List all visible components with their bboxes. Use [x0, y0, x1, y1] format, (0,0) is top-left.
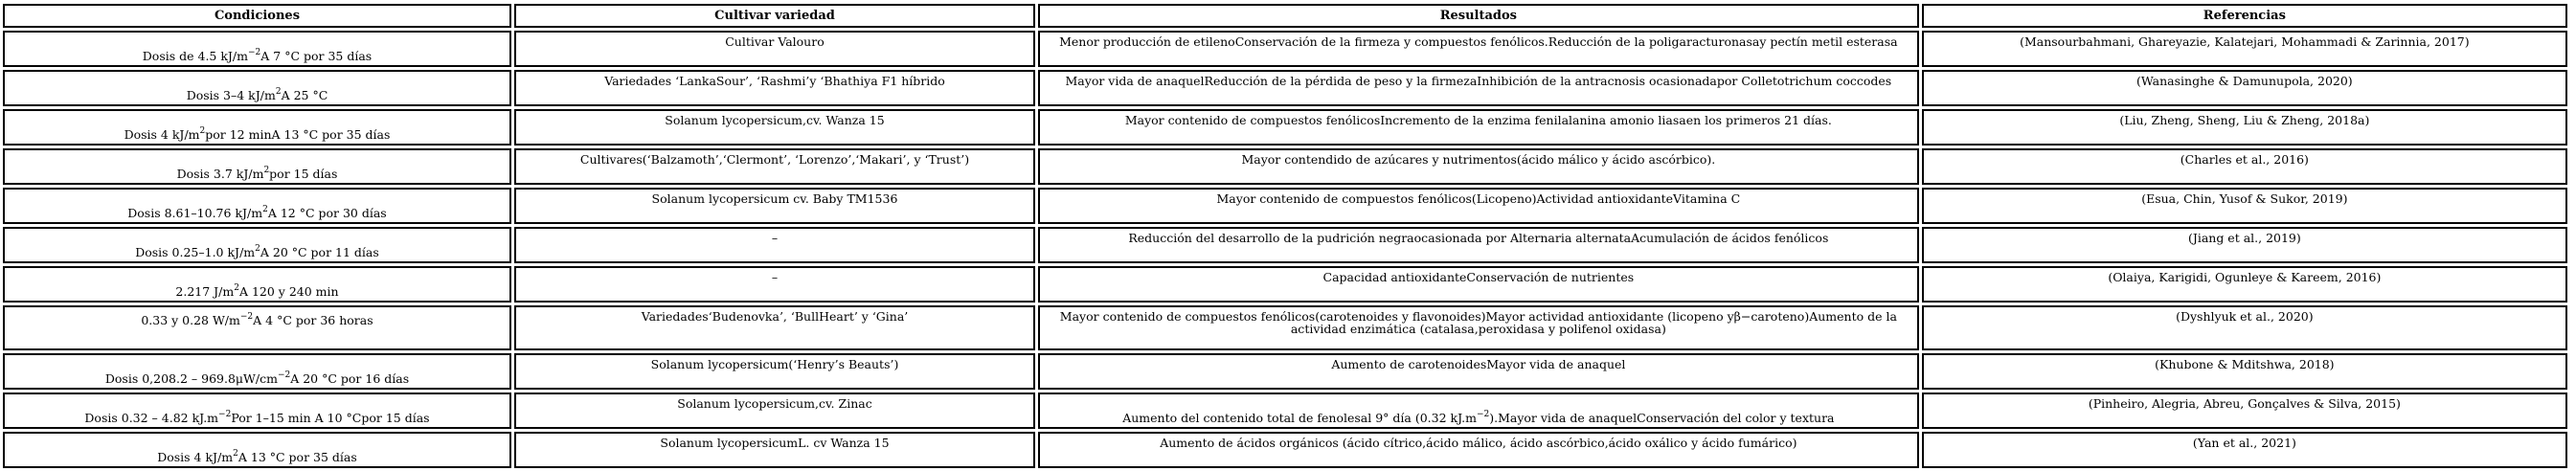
- cell-reference: (Dyshlyuk et al., 2020): [1922, 305, 2567, 350]
- uv-treatment-table: [0, 1, 2570, 471]
- table-row: [3, 109, 2567, 146]
- cell-cultivar: Solanum lycopersicum(‘Henry’s Beauts’): [514, 353, 1035, 390]
- table-row: [3, 305, 2567, 350]
- cell-cultivar: –: [514, 266, 1035, 303]
- table-row: [3, 432, 2567, 468]
- cell-reference: (Yan et al., 2021): [1922, 432, 2567, 468]
- cell-cultivar: Solanum lycopersicumL. cv Wanza 15: [514, 432, 1035, 468]
- cell-reference: (Esua, Chin, Yusof & Sukor, 2019): [1922, 188, 2567, 224]
- cell-results: Mayor contenido de compuestos fenólicos(Licopeno)Actividad antioxidanteVitamina C: [1038, 188, 1919, 224]
- table-row: [3, 148, 2567, 185]
- cell-reference: (Olaiya, Karigidi, Ogunleye & Kareem, 2016): [1922, 266, 2567, 303]
- cell-results: Reducción del desarrollo de la pudrición negraocasionada por Alternaria alternataAcumulación de ácidos fenólicos: [1038, 227, 1919, 263]
- cell-conditions: 2.217 $J/m^2A$ 120 y 240 min: [3, 266, 511, 303]
- cell-results: Aumento de ácidos orgánicos (ácido cítrico,ácido málico, ácido ascórbico,ácido oxálico y ácido fumárico): [1038, 432, 1919, 468]
- cell-reference: (Pinheiro, Alegria, Abreu, Gonçalves & Silva, 2015): [1922, 392, 2567, 429]
- cell-conditions: Dosis 8.61–10.76 $kJ/m^2A$ 12 °C por 30 días: [3, 188, 511, 224]
- table-row: [3, 392, 2567, 429]
- cell-conditions: Dosis 3–4 $kJ/m^2A$ 25 °C: [3, 70, 511, 106]
- table-row: [3, 70, 2567, 106]
- table-row: [3, 227, 2567, 263]
- cell-results: Menor producción de etilenoConservación de la firmeza y compuestos fenólicos.Reducción de la poligaracturonasay pectín metil esterasa: [1038, 31, 1919, 67]
- cell-conditions: Dosis 4 $kJ/m^2A$ 13 °C por 35 días: [3, 432, 511, 468]
- cell-cultivar: Solanum lycopersicum,cv. Zinac: [514, 392, 1035, 429]
- cell-cultivar: Solanum lycopersicum cv. Baby TM1536: [514, 188, 1035, 224]
- cell-conditions: 0.33 y 0.28 $W/m^{-2}A$ 4 °C por 36 horas: [3, 305, 511, 350]
- cell-cultivar: Variedades‘Budenovka’, ‘BullHeart’ y ‘Gina’: [514, 305, 1035, 350]
- cell-conditions: Dosis 0.25–1.0 $kJ/m^2A$ 20 °C por 11 días: [3, 227, 511, 263]
- cell-results: Mayor contendido de azúcares y nutrimentos(ácido málico y ácido ascórbico).: [1038, 148, 1919, 185]
- cell-cultivar: Solanum lycopersicum,cv. Wanza 15: [514, 109, 1035, 146]
- cell-results: Aumento del contenido total de fenolesal 9° día (0.32 $kJ.m^{-2}).Mayor$ vida de anaquelConservación del color y textura: [1038, 392, 1919, 429]
- table-row: [3, 31, 2567, 67]
- cell-cultivar: –: [514, 227, 1035, 263]
- table-row: [3, 353, 2567, 390]
- cell-reference: (Wanasinghe & Damunupola, 2020): [1922, 70, 2567, 106]
- header-results: Resultados: [1038, 4, 1919, 28]
- cell-reference: (Charles et al., 2016): [1922, 148, 2567, 185]
- cell-reference: (Jiang et al., 2019): [1922, 227, 2567, 263]
- cell-results: Capacidad antioxidanteConservación de nutrientes: [1038, 266, 1919, 303]
- header-conditions: Condiciones: [3, 4, 511, 28]
- cell-cultivar: Cultivares(‘Balzamoth’,‘Clermont’, ‘Lorenzo’,‘Makari’, y ‘Trust’): [514, 148, 1035, 185]
- table-row: [3, 188, 2567, 224]
- cell-conditions: Dosis 0.32 – 4.82 $kJ.m^{-2}Por$ 1–15 min A 10 °Cpor 15 días: [3, 392, 511, 429]
- cell-cultivar: Variedades ‘LankaSour’, ‘Rashmi’y ‘Bhathiya F1 híbrido: [514, 70, 1035, 106]
- cell-reference: (Mansourbahmani, Ghareyazie, Kalatejari, Mohammadi & Zarinnia, 2017): [1922, 31, 2567, 67]
- table-row: [3, 266, 2567, 303]
- cell-reference: (Liu, Zheng, Sheng, Liu & Zheng, 2018a): [1922, 109, 2567, 146]
- cell-results: Aumento de carotenoidesMayor vida de anaquel: [1038, 353, 1919, 390]
- cell-results: Mayor contenido de compuestos fenólicos(carotenoides y flavonoides)Mayor actividad antioxidante (licopeno yβ−caroteno)Aumento de la actividad enzimática (catalasa,peroxidasa y polifenol oxidasa): [1038, 305, 1919, 350]
- cell-conditions: Dosis de 4.5 $kJ/m^{-2}A$ 7 °C por 35 días: [3, 31, 511, 67]
- header-references: Referencias: [1922, 4, 2567, 28]
- cell-results: Mayor contenido de compuestos fenólicosIncremento de la enzima fenilalanina amonio liasaen los primeros 21 días.: [1038, 109, 1919, 146]
- cell-reference: (Khubone & Mditshwa, 2018): [1922, 353, 2567, 390]
- header-cultivar: Cultivar variedad: [514, 4, 1035, 28]
- cell-conditions: Dosis 4 $kJ/m^2por$ 12 minA 13 °C por 35 días: [3, 109, 511, 146]
- cell-conditions: Dosis $0,208.2 - 969.8\mu W/cm^{-2}A$ 20 °C por 16 días: [3, 353, 511, 390]
- cell-results: Mayor vida de anaquelReducción de la pérdida de peso y la firmezaInhibición de la antracnosis ocasionadapor Colletotrichum coccodes: [1038, 70, 1919, 106]
- header-row: [3, 4, 2567, 28]
- cell-cultivar: Cultivar Valouro: [514, 31, 1035, 67]
- cell-conditions: Dosis 3.7 $kJ/m^2por$ 15 días: [3, 148, 511, 185]
